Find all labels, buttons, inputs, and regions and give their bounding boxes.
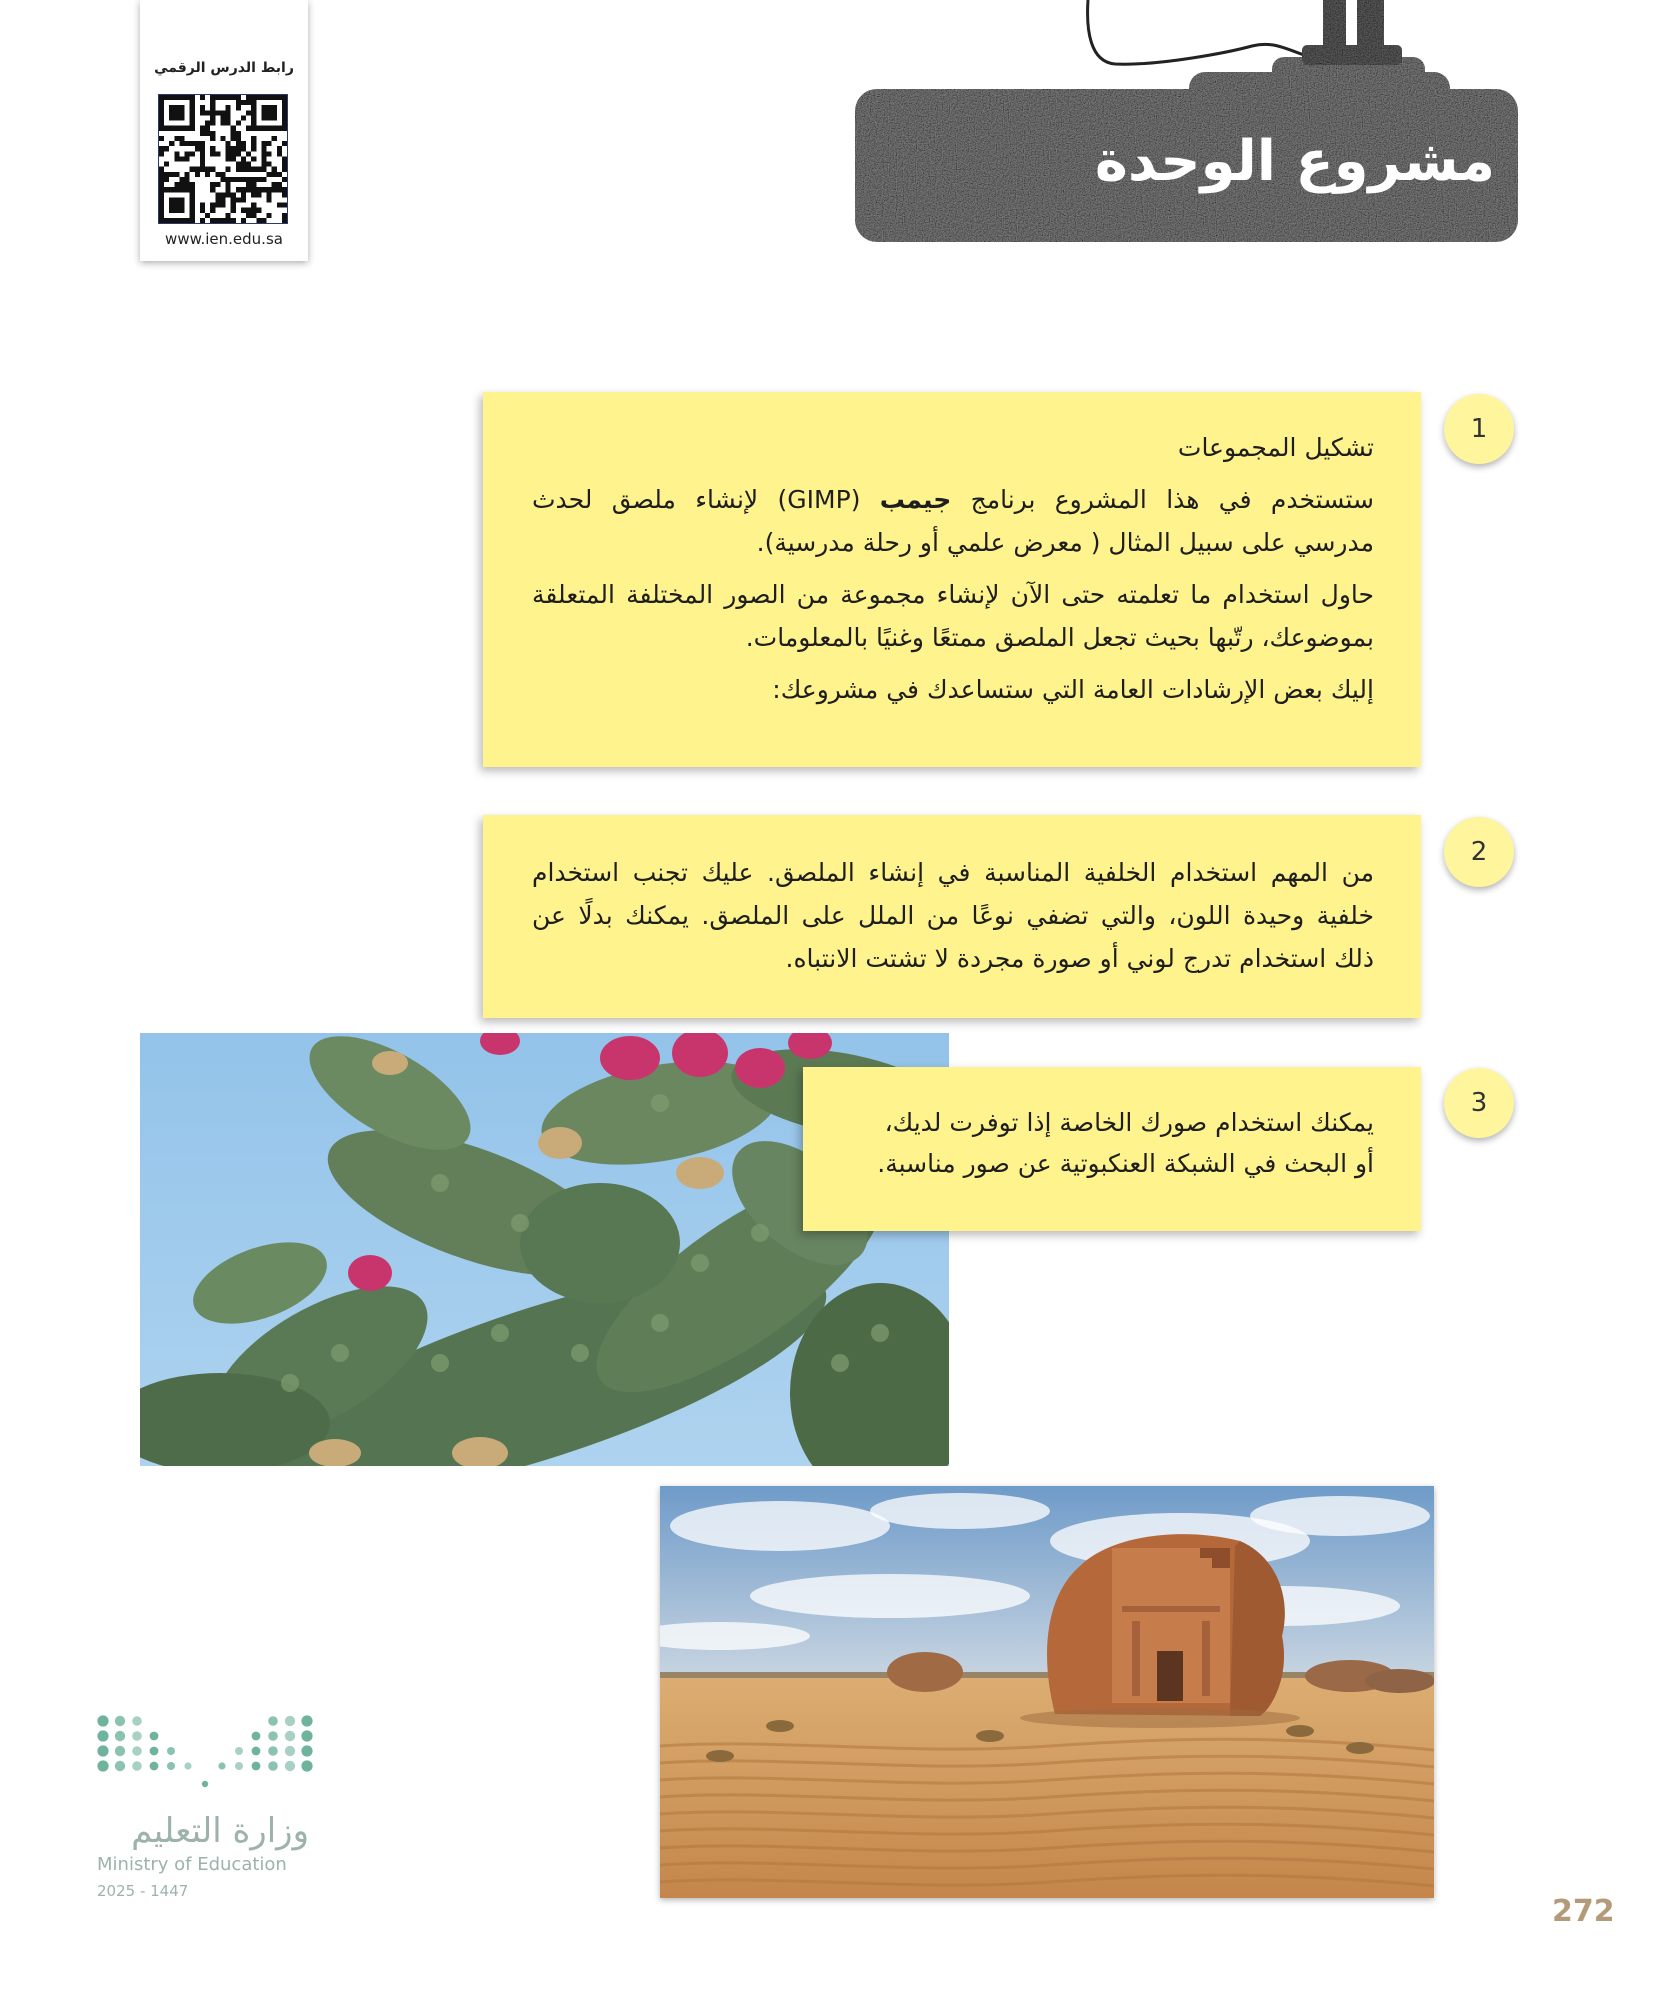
tomb-doorway xyxy=(1157,1651,1183,1701)
logo-dot xyxy=(268,1716,278,1726)
page-title: مشروع الوحدة xyxy=(1094,129,1495,194)
qr-label: رابط الدرس الرقمي xyxy=(154,60,294,76)
ministry-logo-icon xyxy=(95,1712,315,1794)
card-line: ذلك استخدام تدرج لوني أو صورة مجردة لا تشتت الانتباه. xyxy=(785,944,1374,973)
logo-dot xyxy=(97,1730,108,1741)
logo-dot xyxy=(132,1761,142,1771)
logo-dot xyxy=(115,1746,125,1756)
logo-dot xyxy=(167,1762,175,1770)
step-badge-1: 1 xyxy=(1444,394,1514,464)
shrub xyxy=(1346,1742,1374,1754)
distant-rock xyxy=(887,1652,963,1692)
step-badge-3: 3 xyxy=(1444,1068,1514,1138)
shrub xyxy=(976,1730,1004,1742)
cactus-tubercle xyxy=(511,1214,529,1232)
logo-dot xyxy=(167,1747,175,1755)
cactus-tubercle xyxy=(751,1224,769,1242)
shrub xyxy=(706,1750,734,1762)
dried-flower xyxy=(309,1439,361,1466)
distant-rock xyxy=(1365,1669,1434,1693)
card-line: إليك بعض الإرشادات العامة التي ستساعدك في مشروعك: xyxy=(772,675,1374,704)
logo-dot xyxy=(301,1715,312,1726)
qr-code-icon[interactable] xyxy=(159,95,287,223)
banner-shape xyxy=(855,0,1518,242)
cactus-tubercle xyxy=(831,1354,849,1372)
logo-dot xyxy=(301,1745,312,1756)
facade-cornice xyxy=(1122,1606,1220,1612)
cactus-tubercle xyxy=(691,1254,709,1272)
cactus-tubercle xyxy=(571,1344,589,1362)
dried-flower xyxy=(676,1157,724,1189)
card-1 xyxy=(483,392,1421,767)
logo-dot xyxy=(97,1745,108,1756)
cactus-tubercle xyxy=(281,1374,299,1392)
dried-flower xyxy=(538,1127,582,1159)
banner-cable xyxy=(1088,0,1304,64)
logo-dot xyxy=(285,1746,295,1756)
cloud xyxy=(750,1574,1030,1618)
cactus-tubercle xyxy=(491,1324,509,1342)
cactus-flower xyxy=(348,1255,392,1291)
logo-dot xyxy=(285,1716,295,1726)
cactus-tubercle xyxy=(331,1344,349,1362)
plug-base xyxy=(1302,45,1402,65)
step-badge-2: 2 xyxy=(1444,817,1514,887)
card-heading: تشكيل المجموعات xyxy=(1177,433,1374,462)
card-3 xyxy=(803,1067,1421,1231)
card-line: حاول استخدام ما تعلمته حتى الآن لإنشاء مجموعة من الصور المختلفة المتعلقة xyxy=(532,580,1374,609)
facade-pilaster xyxy=(1202,1621,1210,1696)
facade-step xyxy=(1200,1548,1230,1558)
logo-dot xyxy=(301,1730,312,1741)
task-paragraph xyxy=(532,573,1374,659)
logo-dot xyxy=(115,1716,125,1726)
cactus-flower xyxy=(735,1048,785,1088)
logo-dot xyxy=(285,1761,295,1771)
program-name: جيمب xyxy=(879,485,952,514)
dried-flower xyxy=(372,1051,408,1075)
shrub xyxy=(766,1720,794,1732)
cactus-pad xyxy=(520,1183,680,1303)
cactus-flower xyxy=(600,1036,660,1080)
logo-dot xyxy=(218,1762,225,1769)
text-segment: (GIMP) لإنشاء ملصق لحدث xyxy=(532,485,880,514)
logo-dot xyxy=(132,1746,142,1756)
logo-dot xyxy=(252,1762,261,1771)
logo-dot xyxy=(150,1762,159,1771)
card-line: بموضوعك، رتّبها بحيث تجعل الملصق ممتعًا وغنيًا بالمعلومات. xyxy=(745,623,1374,652)
logo-dot xyxy=(235,1762,243,1770)
card-2 xyxy=(483,815,1421,1018)
cactus-tubercle xyxy=(871,1324,889,1342)
text-segment: ستستخدم في هذا المشروع برنامج xyxy=(951,485,1375,514)
cloud xyxy=(870,1493,1050,1529)
card-line xyxy=(532,478,1374,521)
cactus-tubercle xyxy=(651,1314,669,1332)
logo-dot xyxy=(184,1762,191,1769)
cactus-tubercle xyxy=(431,1354,449,1372)
lead-in-paragraph xyxy=(532,668,1374,711)
card-line: يمكنك استخدام صورك الخاصة إذا توفرت لديك، xyxy=(884,1108,1374,1137)
cactus-tubercle xyxy=(431,1174,449,1192)
logo-dot xyxy=(97,1715,108,1726)
logo-dot xyxy=(202,1781,208,1787)
logo-dot xyxy=(150,1732,159,1741)
logo-dot xyxy=(268,1731,278,1741)
facade-step xyxy=(1212,1558,1230,1568)
card-line: من المهم استخدام الخلفية المناسبة في إنشاء الملصق. عليك تجنب استخدام xyxy=(532,858,1374,887)
card-line: خلفية وحيدة اللون، والتي تضفي نوعًا من الملل على الملصق. يمكنك بدلًا عن xyxy=(532,901,1374,930)
logo-dot xyxy=(268,1746,278,1756)
shrub xyxy=(1286,1725,1314,1737)
logo-dot xyxy=(268,1761,278,1771)
logo-dot xyxy=(252,1732,261,1741)
ministry-name-english: Ministry of Education xyxy=(97,1854,287,1875)
logo-dot xyxy=(301,1760,312,1771)
digital-lesson-qr-panel[interactable] xyxy=(140,0,308,261)
card-line: أو البحث في الشبكة العنكبوتية عن صور مناسبة. xyxy=(877,1149,1374,1178)
logo-dot xyxy=(285,1731,295,1741)
logo-dot xyxy=(115,1731,125,1741)
title-banner xyxy=(840,0,1540,250)
logo-dot xyxy=(115,1761,125,1771)
academic-years: 2025 - 1447 xyxy=(97,1882,189,1900)
hegra-desert-photo xyxy=(660,1486,1434,1898)
cloud xyxy=(670,1501,890,1551)
logo-dot xyxy=(132,1716,142,1726)
rock-base-shadow xyxy=(1020,1708,1300,1728)
logo-dot xyxy=(132,1731,142,1741)
facade-pilaster xyxy=(1132,1621,1140,1696)
logo-dot xyxy=(150,1747,159,1756)
logo-dot xyxy=(235,1747,243,1755)
logo-dot xyxy=(97,1760,108,1771)
cactus-tubercle xyxy=(651,1094,669,1112)
intro-paragraph xyxy=(532,478,1374,564)
cloud xyxy=(1250,1496,1430,1536)
card-line: مدرسي على سبيل المثال ( معرض علمي أو رحلة مدرسية). xyxy=(756,528,1374,557)
ministry-name-arabic: وزارة التعليم xyxy=(131,1811,309,1851)
page-number: 272 xyxy=(1552,1894,1615,1929)
logo-dot xyxy=(252,1747,261,1756)
qr-url-link[interactable]: www.ien.edu.sa xyxy=(165,230,283,248)
